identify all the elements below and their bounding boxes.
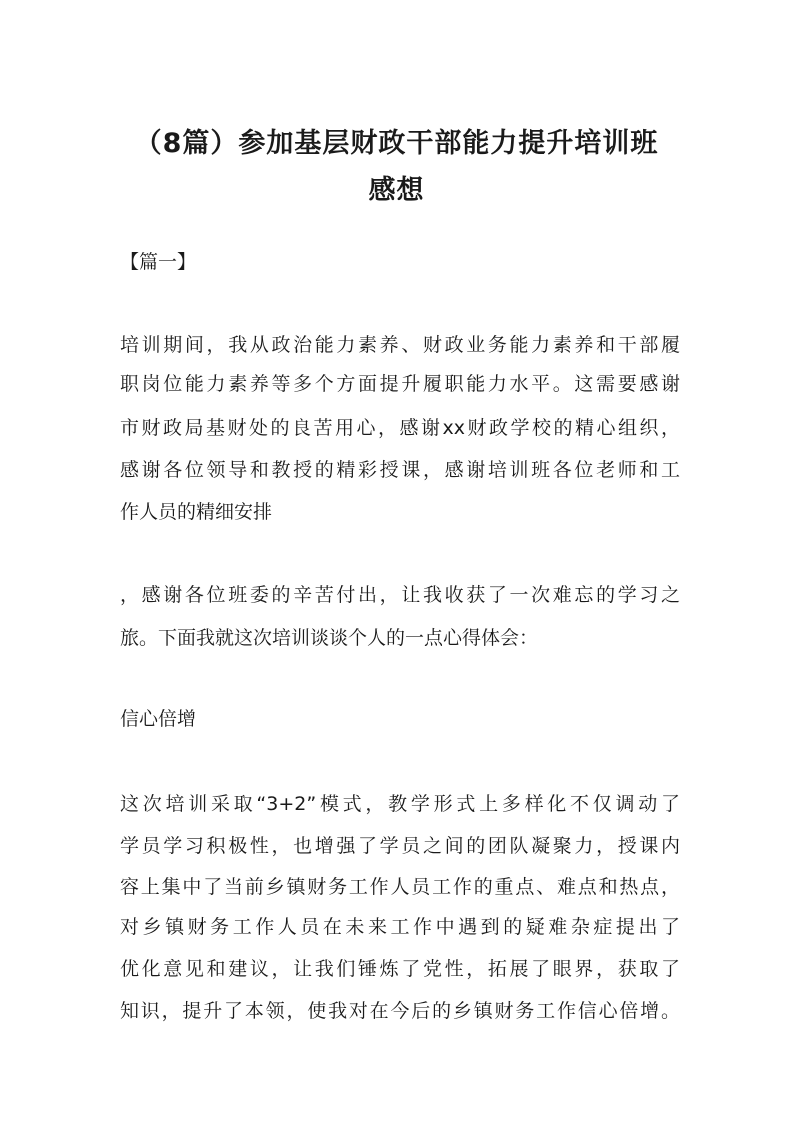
paragraph-3-line-4: 对乡镇财务工作人员在未来工作中遇到的疑难杂症提出了 bbox=[120, 916, 680, 938]
paragraph-3-line-1: 这次培训采取“3+2”模式，教学形式上多样化不仅调动了 bbox=[120, 793, 680, 815]
section-label: 【篇一】 bbox=[120, 251, 197, 273]
paragraph-2-line-1: ，感谢各位班委的辛苦付出，让我收获了一次难忘的学习之 bbox=[120, 584, 680, 606]
paragraph-1-line-3: 市财政局基财处的良苦用心，感谢xx财政学校的精心组织， bbox=[120, 417, 680, 439]
paragraph-3-line-6: 知识，提升了本领，使我对在今后的乡镇财务工作信心倍增。 bbox=[120, 1000, 680, 1022]
document-title-line-1: （8篇）参加基层财政干部能力提升培训班 bbox=[134, 128, 659, 159]
paragraph-1-line-2: 职岗位能力素养等多个方面提升履职能力水平。这需要感谢 bbox=[120, 373, 680, 395]
paragraph-1-line-5: 作人员的精细安排 bbox=[120, 501, 273, 523]
document-title-line-2: 感想 bbox=[368, 175, 425, 206]
paragraph-3-line-5: 优化意见和建议，让我们锤炼了党性，拓展了眼界，获取了 bbox=[120, 958, 680, 980]
section-heading: 信心倍增 bbox=[120, 708, 197, 730]
paragraph-1-line-1: 培训期间，我从政治能力素养、财政业务能力素养和干部履 bbox=[120, 334, 680, 356]
paragraph-3-line-2: 学员学习积极性，也增强了学员之间的团队凝聚力，授课内 bbox=[120, 835, 680, 857]
paragraph-1-line-4: 感谢各位领导和教授的精彩授课，感谢培训班各位老师和工 bbox=[120, 459, 680, 481]
paragraph-3-line-3: 容上集中了当前乡镇财务工作人员工作的重点、难点和热点， bbox=[120, 876, 680, 898]
paragraph-2-line-2: 旅。下面我就这次培训谈谈个人的一点心得体会： bbox=[120, 627, 539, 649]
